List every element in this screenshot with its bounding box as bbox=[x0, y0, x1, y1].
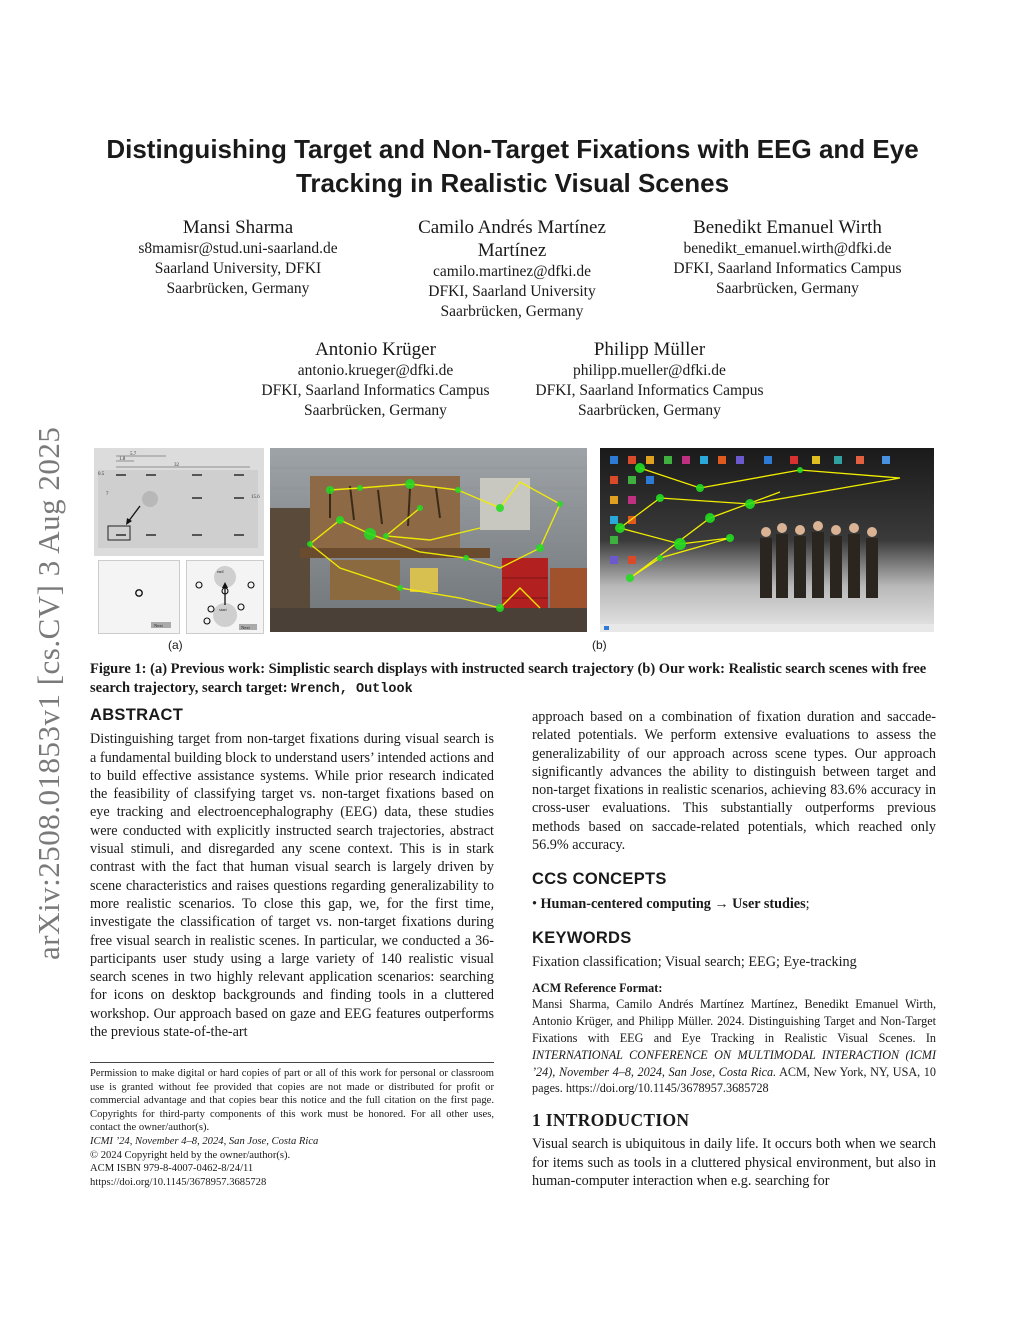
author-block-5 bbox=[517, 338, 782, 421]
panel-a-single-stimulus bbox=[98, 560, 180, 634]
author-email: antonio.krueger@dfki.de bbox=[297, 362, 454, 379]
panel-b-workshop-scene bbox=[270, 448, 587, 632]
isbn-line: ACM ISBN 979-8-4007-0462-8/24/11 bbox=[90, 1163, 254, 1175]
author-name: Camilo Andrés Martínez Martínez bbox=[418, 217, 606, 261]
ccs-concept: Human-centered computing → User studies bbox=[540, 895, 806, 912]
ccs-item: • Human-centered computing → User studies; bbox=[532, 895, 810, 912]
dim-label: 1.8 bbox=[119, 457, 126, 462]
figure-label-a: (a) bbox=[168, 638, 183, 652]
author-affiliation: DFKI, Saarland University bbox=[428, 283, 596, 300]
acm-reference-heading: ACM Reference Format: bbox=[532, 980, 663, 995]
author-block-3 bbox=[655, 216, 920, 299]
author-email: philipp.mueller@dfki.de bbox=[573, 362, 726, 379]
acm-reference bbox=[532, 980, 936, 1098]
search-display-diagram bbox=[94, 448, 264, 556]
dim-label: 15.6 bbox=[251, 495, 260, 500]
doi-line: https://doi.org/10.1145/3678957.3685728 bbox=[90, 1176, 267, 1188]
author-name: Philipp Müller bbox=[593, 339, 706, 360]
abstract-heading: ABSTRACT bbox=[90, 706, 184, 724]
end-label: end bbox=[217, 569, 224, 574]
right-column bbox=[532, 708, 936, 1190]
author-location: Saarbrücken, Germany bbox=[578, 402, 721, 419]
ccs-terminator: ; bbox=[805, 895, 810, 912]
caption-text: Figure 1: (a) Previous work: Simplistic search displays with instructed search trajectory (b) Our work: Realistic search scenes with free search trajectory, search target: bbox=[90, 661, 927, 696]
author-affiliation: DFKI, Saarland Informatics Campus bbox=[261, 382, 490, 399]
venue-line: ICMI ’24, November 4–8, 2024, San Jose, Costa Rica bbox=[90, 1135, 319, 1147]
introduction-text: Visual search is ubiquitous in daily life. It occurs both when we search for items such as tools in a cluttered physical environment, but also in human-computer interaction when e.g. searching for bbox=[532, 1136, 936, 1190]
figure-caption bbox=[90, 660, 938, 699]
author-name: Antonio Krüger bbox=[315, 339, 436, 360]
introduction-heading: 1 INTRODUCTION bbox=[532, 1110, 690, 1131]
author-name: Mansi Sharma bbox=[182, 217, 294, 238]
author-email: s8mamisr@stud.uni-saarland.de bbox=[138, 240, 338, 257]
start-label: start bbox=[219, 607, 227, 612]
caption-search-targets: Wrench, Outlook bbox=[291, 682, 413, 697]
author-affiliation: DFKI, Saarland Informatics Campus bbox=[535, 382, 764, 399]
dim-label: 0.5 bbox=[98, 472, 105, 477]
author-email: camilo.martinez@dfki.de bbox=[432, 263, 592, 280]
author-affiliation: DFKI, Saarland Informatics Campus bbox=[673, 260, 902, 277]
abstract-text-left: Distinguishing target from non-target fixations during visual search is a fundamental building block to understand users’ intended actions and to build effective assistance systems. While prior research indicated the feasibility of classifying target vs. non-target fixations based on eye tracking and electroencephalography (EEG) data, these studies were conducted with explicitly instructed search trajectories, abstract visual stimuli, and disregarded any scene context. This is in stark contrast with the fact that human visual search is largely driven by scene characteristics and raises questions regarding generalizability to more realistic scenarios. To close this gap, we, for the first time, investigate the classification of target vs. non-target fixations during free visual search in realistic scenes. In particular, we conducted a 36-participants user study using a large variety of 140 realistic visual search scenes in two highly relevant application scenarios: searching for icons on desktop backgrounds and finding tools in a cluttered workshop. Our approach based on gaze and EEG features outperforms the previous state-of-the-art bbox=[90, 731, 494, 1041]
paper-title: Distinguishing Target and Non-Target Fixations with EEG and Eye Tracking in Realistic Visual Scenes bbox=[106, 134, 919, 198]
next-button-label: Next bbox=[154, 623, 163, 628]
author-location: Saarbrücken, Germany bbox=[166, 280, 310, 297]
author-email: benedikt_emanuel.wirth@dfki.de bbox=[683, 240, 892, 257]
author-location: Saarbrücken, Germany bbox=[440, 303, 584, 320]
keywords-text: Fixation classification; Visual search; EEG; Eye-tracking bbox=[532, 954, 857, 971]
panel-a-search-display bbox=[94, 448, 264, 556]
ccs-heading: CCS CONCEPTS bbox=[532, 870, 667, 889]
copyright-line: © 2024 Copyright held by the owner/author(s). bbox=[90, 1149, 291, 1161]
permission-notice: Permission to make digital or hard copies of part or all of this work for personal or classroom use is granted without fee provided that copies are not made or distributed for profit or commercial advantage and that copies bear this notice and the full citation on the first page. Copyrights for third-party components of this work must be honored. For all other uses, contact the owner/author(s). bbox=[90, 1068, 494, 1134]
author-block-4 bbox=[243, 338, 508, 421]
dim-label: 5.7 bbox=[130, 452, 137, 457]
panel-b-desktop-scene bbox=[600, 448, 934, 632]
figure-1 bbox=[92, 446, 934, 656]
author-affiliation: Saarland University, DFKI bbox=[154, 260, 322, 277]
acm-reference-text: Mansi Sharma, Camilo Andrés Martínez Martínez, Benedikt Emanuel Wirth, Antonio Krüger, and Philipp Müller. 2024. Distinguishing Target and Non-Target Fixations with EEG and Eye Tracking in Realistic Visual Scenes. In INTERNATIONAL CONFERENCE ON MULTIMODAL INTERACTION (ICMI ’24), November 4–8, 2024, San Jose, Costa Rica. ACM, New York, NY, USA, 10 pages. https://doi.org/10.1145/3678957.3685728 bbox=[532, 997, 936, 1096]
author-location: Saarbrücken, Germany bbox=[716, 280, 859, 297]
keywords-heading: KEYWORDS bbox=[532, 928, 632, 947]
author-block-2 bbox=[402, 216, 622, 322]
author-name: Benedikt Emanuel Wirth bbox=[693, 217, 882, 238]
dim-label: 32 bbox=[174, 463, 179, 468]
panel-a-instructed-trajectory bbox=[186, 560, 264, 634]
figure-label-b: (b) bbox=[592, 638, 607, 652]
dim-label: 7 bbox=[106, 492, 109, 497]
next-button-label: Next bbox=[241, 625, 250, 630]
permission-footnote bbox=[90, 1062, 494, 1189]
arxiv-identifier: arXiv:2508.01853v1 [cs.CV] 3 Aug 2025 bbox=[31, 426, 66, 960]
abstract-text-right: approach based on a combination of fixation duration and saccade-related potentials. We perform extensive evaluations to assess the generalizability of our approach across scene types. Our approach significantly advances the ability to distinguish between target and non-target fixations in realistic scenarios, achieving 83.6% accuracy in cross-user evaluations. This substantially outperforms previous methods based on saccade-related potentials, which reached only 56.9% accuracy. bbox=[532, 709, 936, 854]
author-block-1 bbox=[128, 216, 348, 299]
left-column bbox=[90, 706, 494, 1041]
author-location: Saarbrücken, Germany bbox=[304, 402, 447, 419]
